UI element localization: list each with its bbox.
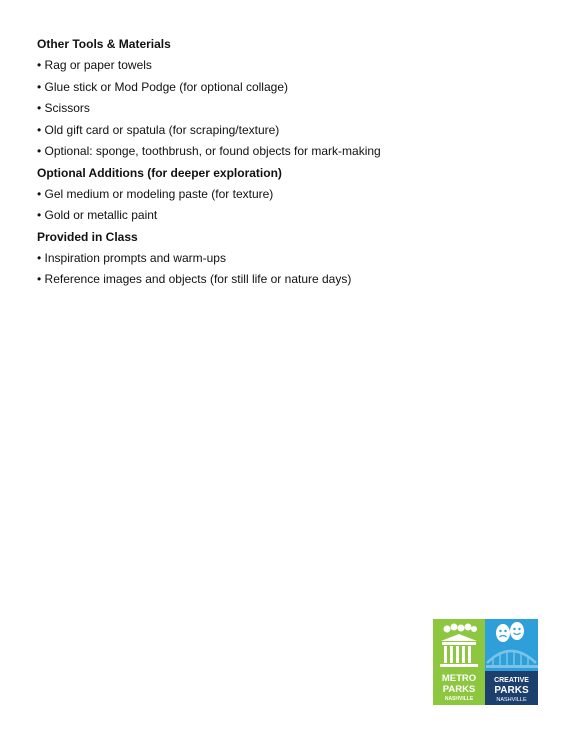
- materials-list: [37, 34, 537, 291]
- section-heading-other-tools: Other Tools & Materials: [37, 37, 171, 51]
- list-item: • Old gift card or spatula (for scraping/texture): [37, 122, 280, 137]
- list-item: • Glue stick or Mod Podge (for optional collage): [37, 79, 288, 94]
- list-item: • Gel medium or modeling paste (for texture): [37, 186, 274, 201]
- section-heading-optional-additions: Optional Additions (for deeper exploration): [37, 165, 282, 180]
- list-item: • Reference images and objects (for still life or nature days): [37, 272, 352, 286]
- logo-text-nashville-left: NASHVILLE: [444, 696, 474, 702]
- logo-text-parks-left: PARKS: [442, 684, 476, 695]
- logo-text-metro: METRO: [441, 673, 477, 684]
- logo-text-parks-right: PARKS: [494, 685, 529, 696]
- list-item: • Gold or metallic paint: [37, 208, 158, 222]
- list-item: • Rag or paper towels: [37, 58, 152, 72]
- list-item: • Optional: sponge, toothbrush, or found objects for mark-making: [37, 144, 381, 158]
- metro-parks-creative-parks-logo: [433, 619, 538, 705]
- logo-text-creative: CREATIVE: [494, 677, 529, 684]
- section-heading-provided-in-class: Provided in Class: [37, 229, 138, 244]
- list-item: • Scissors: [37, 101, 90, 115]
- logo-text-nashville-right: NASHVILLE: [496, 697, 527, 703]
- list-item: • Inspiration prompts and warm-ups: [37, 250, 226, 265]
